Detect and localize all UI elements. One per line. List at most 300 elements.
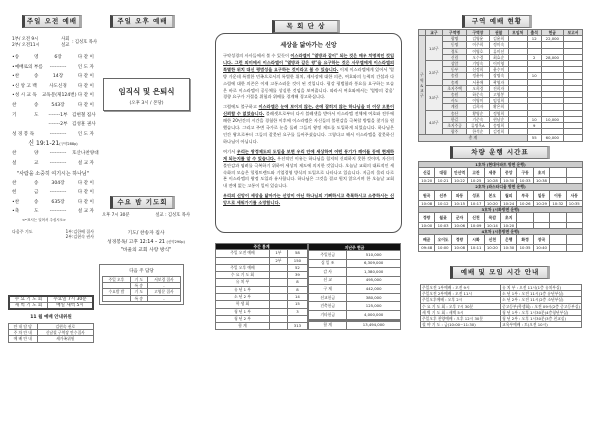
worship-item-label2: 금 bbox=[34, 190, 39, 196]
bus-stop: 일동 bbox=[533, 190, 549, 200]
usher-row-cell: 신남철 구역장 안수집사 bbox=[37, 330, 93, 336]
stats-cell bbox=[269, 272, 287, 279]
worship-item-detail: 교독문(제124번) bbox=[41, 93, 77, 99]
district-cell: 정윤아 bbox=[467, 73, 490, 79]
worship-item-label: •찬 bbox=[12, 199, 20, 205]
worship-item bbox=[12, 91, 94, 101]
worship-item-label2: 송 bbox=[34, 199, 39, 205]
stats-row bbox=[309, 285, 401, 294]
preacher: : 김성호 목사 bbox=[72, 40, 97, 45]
worship-item bbox=[12, 111, 94, 121]
wednesday-header: 수요 밤 기도회 bbox=[110, 196, 175, 209]
stats-row bbox=[309, 302, 401, 311]
district-cell: 정미숙 bbox=[489, 42, 508, 48]
event-title: 임직식 및 은퇴식 bbox=[118, 87, 175, 96]
district-cell: 한석순 bbox=[467, 129, 490, 135]
worship-item-leader: 인 도 자 bbox=[77, 131, 94, 137]
district-cell: 이영호 bbox=[467, 48, 490, 54]
worship-item-label: •예배로의 부름 bbox=[12, 64, 43, 70]
stats-cell: 4,000,000 bbox=[347, 310, 401, 319]
paragraph-bold: 이스라엘은 눈에 보이지 않는, 손에 잡히지 않는 하나님을 더 이상 오롯이 신뢰할 수 없었습니다. bbox=[223, 104, 395, 117]
times-row-cell: 수 요 기 도 회 : 오후 7시 30분 bbox=[421, 303, 501, 309]
times-row bbox=[421, 322, 582, 328]
stats-cell: 13,494,000 bbox=[347, 321, 401, 330]
wednesday-preacher: : 김성호 목사 bbox=[165, 213, 190, 218]
bus-stop: 안산역 bbox=[451, 168, 467, 178]
bus-stop bbox=[566, 168, 582, 178]
note: <•표시는 일어서 주십시오> bbox=[22, 217, 66, 222]
stats-cell: 소 년 2 부 bbox=[216, 293, 270, 300]
event-subtitle: (오후 3시 / 본당) bbox=[129, 101, 164, 106]
bus-stop: 배곧 bbox=[419, 235, 435, 245]
usher-row bbox=[9, 336, 94, 342]
district-cell: 오수경 bbox=[467, 54, 490, 60]
stats-cell: 14 bbox=[287, 293, 307, 300]
schedule-row-cell: 수 요 기 도 회 bbox=[9, 296, 47, 303]
next-week-row-cell: - bbox=[147, 295, 180, 301]
stats-row bbox=[309, 321, 401, 330]
bus-time: 10:20 bbox=[501, 223, 517, 229]
bus-stop bbox=[566, 235, 582, 245]
next-week-row bbox=[103, 295, 181, 301]
stats-title: 지난주 헌금 bbox=[309, 244, 401, 251]
stats-cell: 8 bbox=[287, 286, 307, 293]
column-paragraph bbox=[223, 149, 394, 190]
wednesday-details bbox=[100, 230, 192, 255]
worship-item-detail: 635장 bbox=[51, 199, 65, 205]
worship-item bbox=[12, 130, 94, 140]
worship-item-leader: 설 교 자 bbox=[77, 209, 94, 215]
bus-time: 10:26 bbox=[517, 200, 533, 206]
bus-stop bbox=[533, 213, 549, 223]
next-week-row-cell: - bbox=[147, 283, 180, 289]
district-cell: 곽영자 bbox=[489, 79, 508, 85]
district-cell: 한길 bbox=[443, 116, 467, 122]
bus-time: 10:30 bbox=[501, 178, 517, 184]
stats-cell: 선교헌금 bbox=[309, 293, 347, 302]
worship-item-detail: 543장 bbox=[51, 102, 65, 108]
bus-table bbox=[418, 161, 583, 252]
worship-item-detail: 6장 bbox=[54, 55, 62, 60]
district-table bbox=[418, 29, 583, 142]
event-box bbox=[103, 78, 190, 111]
bus-times-row bbox=[419, 245, 583, 251]
paragraph-plain: 그럼에도 불구하고 bbox=[223, 104, 259, 110]
schedule-row-cell: 수요일 7시 30분 bbox=[47, 296, 93, 303]
worship-item-label: •신 앙 고 백 bbox=[12, 83, 37, 89]
worship-item-leader: 인 도 자 bbox=[77, 64, 94, 70]
worship-item bbox=[12, 198, 94, 208]
worship-item-label2 bbox=[34, 130, 44, 140]
district-cell: 오희경 bbox=[467, 85, 490, 91]
worship-item bbox=[12, 101, 94, 111]
bus-stop bbox=[550, 213, 566, 223]
bus-time: 10:29 bbox=[533, 200, 549, 206]
stats-cell bbox=[287, 315, 307, 322]
stats-cell: 수 요 기 도 회 bbox=[216, 272, 270, 279]
stats-cell: 442,000 bbox=[347, 285, 401, 294]
bus-stop: 사동 bbox=[566, 190, 582, 200]
worship-item bbox=[12, 207, 94, 217]
column-paragraph bbox=[223, 193, 394, 207]
worship-item-label: 성 경 봉 독 bbox=[12, 131, 35, 137]
worship-item-detail: -------1부 bbox=[48, 112, 68, 118]
times-row-cell: 주일오후예배 : 오후 2시 bbox=[421, 297, 501, 303]
worship-item-label: •송 bbox=[12, 55, 20, 60]
time-2: 2부/ 오전11시 bbox=[12, 43, 40, 48]
district-cell: 황은희 bbox=[489, 104, 508, 110]
worship-item-leader: 김현철 집사 bbox=[72, 112, 96, 118]
stats-row bbox=[216, 279, 308, 286]
district-total-amt: 60,000 bbox=[541, 135, 563, 141]
stats-cell: 청 년 2 부 bbox=[216, 315, 270, 322]
worship-item-leader: 다 같 이 bbox=[77, 180, 94, 186]
wednesday-sermon: "바울의 교회 사랑 방식" bbox=[120, 248, 172, 253]
bus-time: 10:08 bbox=[419, 200, 435, 206]
district-cell: 류미선 bbox=[489, 48, 508, 54]
district-col-header: 출석 bbox=[527, 30, 541, 36]
bus-time: 10:06 bbox=[451, 223, 467, 229]
scripture bbox=[12, 139, 94, 149]
next-week-row-cell bbox=[103, 295, 131, 301]
bus-time: 10:09 bbox=[468, 223, 484, 229]
bus-stop: 초지 bbox=[533, 168, 549, 178]
bus-stop: 목감 bbox=[484, 213, 500, 223]
stats-row bbox=[216, 257, 308, 264]
worship-item-leader: 다 같 이 bbox=[77, 93, 94, 99]
district-total-row bbox=[419, 135, 583, 141]
stats-row bbox=[216, 250, 308, 257]
district-cell: 초지주택 bbox=[443, 85, 467, 91]
stats-cell: 1,380,000 bbox=[347, 268, 401, 277]
stats-cell: 380,000 bbox=[347, 293, 401, 302]
worship-item bbox=[12, 72, 94, 82]
stats-cell: 구 제 bbox=[309, 285, 347, 294]
bus-time: 10:35 bbox=[566, 200, 582, 206]
bus-stop: 시화 bbox=[468, 235, 484, 245]
times-row-cell: 철 야 기 도 : 금(10:00~11:30) bbox=[421, 322, 501, 328]
district-cell: 22,000 bbox=[541, 36, 563, 42]
paragraph-bold: 이스라엘이 "열방과 같이" 되는 것은 매우 치명적인 것입니다. 그런 의미에서 이스라엘이 "열방과 같은 왕"을 요구하는 것은 사무엘에게 이스라엘의 특별한 위치 대신 평범성을 요구하는 것이라고 볼 수 있습니다. bbox=[223, 53, 394, 72]
next-prayer bbox=[12, 229, 94, 239]
bus-time: 10:03 bbox=[435, 223, 451, 229]
stats-cell: 58 bbox=[287, 250, 307, 257]
stats-row bbox=[309, 276, 401, 285]
bus-stop: 고잔 bbox=[468, 168, 484, 178]
wednesday-prayer: 기도/ 찬송자 집사 bbox=[127, 231, 165, 236]
bus-stop: 신천 bbox=[468, 213, 484, 223]
stats-cell: 39 bbox=[287, 272, 307, 279]
district-cell: 류명옥A bbox=[467, 123, 490, 129]
morning-worship-header: 주일 오전 예배 bbox=[22, 15, 82, 28]
stats-cell: 건축헌금 bbox=[309, 302, 347, 311]
bus-stop: 월곶 bbox=[435, 213, 451, 223]
district-cell: 김희자 bbox=[467, 104, 490, 110]
district-cell: 신림 bbox=[443, 54, 467, 60]
paragraph-rest: 블레셋으로부터 다시 블레셋을 받아서 이스라엘 전체에 여호와 전투에 패한 20년간의 시간을 경험한 이후에 이스라엘은 자신들의 불편감을 극복할 방법을 찾기를 원했습니다. 그리고 주변 국가로 눈을 돌려 그들의 왕정 제도를 도입하게 되었습니다. 하나님은 인간 왕으로부터 그들의 잘못된 요구를 들어주셨습니다. 그렇다고 해서 이스라엘을 잘못하신 하나님이 아닙니다. bbox=[223, 111, 394, 144]
bus-time: 10:38 bbox=[533, 178, 549, 184]
stats-title: 주간 통계 bbox=[216, 244, 308, 250]
usher-row-cell: 새가족위원 bbox=[37, 336, 93, 342]
stats-cell bbox=[216, 257, 270, 264]
next-week-row-cell: 서보경 집사 bbox=[147, 277, 180, 283]
stats-cell bbox=[269, 308, 287, 315]
bus-time: 10:25 bbox=[468, 178, 484, 184]
district-parish: 4교구 bbox=[425, 110, 442, 135]
bus-stop: 장곡 bbox=[533, 235, 549, 245]
district-cell: 이영미 bbox=[467, 98, 490, 104]
district-parish: 2교구 bbox=[425, 61, 442, 86]
next-week-box bbox=[99, 264, 184, 305]
bus-time: 10:14 bbox=[484, 223, 500, 229]
times-table bbox=[420, 284, 582, 328]
stats-cell: 합 계 bbox=[309, 321, 347, 330]
bus-time: 10:08 bbox=[451, 245, 467, 251]
stats-cell: 주일 오전 예배 bbox=[216, 250, 270, 257]
district-cell: 송산 bbox=[443, 110, 467, 116]
bus-time: 10:12 bbox=[435, 200, 451, 206]
stats-cell bbox=[269, 279, 287, 286]
schedule-row bbox=[9, 303, 93, 310]
bus-stop bbox=[566, 213, 582, 223]
worship-item-label2: 영 bbox=[34, 55, 39, 60]
bus-stop: 본오 bbox=[484, 190, 500, 200]
worship-item-label: 설 bbox=[12, 160, 17, 166]
schedule-row bbox=[9, 296, 93, 303]
district-col-header: 구역명 bbox=[443, 30, 467, 36]
district-col-header: 권찰 bbox=[489, 30, 508, 36]
stats-tables bbox=[215, 243, 401, 330]
wednesday-scripture-page: (신약290p) bbox=[166, 240, 185, 244]
worship-item-detail: 14장 bbox=[52, 74, 64, 80]
bus-stop: 정왕 bbox=[451, 235, 467, 245]
stats-row bbox=[309, 268, 401, 277]
district-cell: 송원 bbox=[443, 92, 467, 98]
bus-time bbox=[550, 245, 566, 251]
worship-item bbox=[12, 149, 99, 159]
district-cell: 기명숙 bbox=[467, 61, 490, 67]
stats-cell: 선 교 bbox=[309, 276, 347, 285]
district-cell: 계림 bbox=[443, 104, 467, 110]
wednesday-info bbox=[102, 213, 190, 219]
district-cell: 광주 bbox=[443, 129, 467, 135]
stats-cell bbox=[269, 264, 287, 271]
worship-item-label2: 송 bbox=[34, 74, 39, 80]
bus-time: 10:00 bbox=[435, 245, 451, 251]
bus-stops-row bbox=[419, 168, 583, 178]
bus-stop bbox=[517, 213, 533, 223]
district-cell: 윤수미 bbox=[489, 67, 508, 73]
district-parish: 3교구 bbox=[425, 85, 442, 110]
paragraph-bold: 우리는 왕정제도의 도입을 보면 우리 안에 세상하여 어떤 동기가 깨어들 등에 현재하게 되는지를 알 수 있습니다. bbox=[223, 148, 394, 161]
district-cell: 사도 bbox=[443, 98, 467, 104]
worship-item-label2: 교 bbox=[34, 160, 39, 166]
worship-item-leader: 다 같 이 bbox=[77, 190, 94, 196]
district-cell: 이미영 bbox=[489, 61, 508, 67]
worship-item bbox=[12, 82, 94, 92]
afternoon-worship-header: 주일 오후 예배 bbox=[110, 15, 175, 28]
worship-item-label: 기 bbox=[12, 112, 17, 118]
stats-cell: 3 bbox=[287, 308, 307, 315]
worship-item-label2 bbox=[34, 91, 42, 101]
district-cell: 9 bbox=[527, 123, 541, 129]
district-cell: 황영순 bbox=[467, 110, 490, 116]
usher-row-cell: 안 내 담 당 bbox=[9, 324, 38, 330]
district-cell: 신정희 bbox=[467, 67, 490, 73]
district-cell: 초지주공 bbox=[443, 123, 467, 129]
bus-time: 10:20 bbox=[419, 178, 435, 184]
paragraph-rest: 우선적인 이유는 하나님을 철저히 신뢰하지 못한 것이며, 자신의 불안감과 염려를 극복하기 위하여 세상의 제도에 의지한 것입니다. 오늘날 교회의 대표적인 세속화의 모습은 힐링트렌드와 기업경영 방식의 도입으로 나타나고 있습니다. 지금의 물리 다로본 이스라엘의 왕정 도입과 유사합니다. 하나님은 그것을 결코 원치 않으시며 한 오늘날 교회 내 전에 없는 고통이 일어 있습니다. bbox=[223, 155, 394, 189]
stats-row bbox=[216, 264, 308, 271]
schedule-table bbox=[8, 295, 94, 310]
worship-item-label: •축 bbox=[12, 209, 20, 215]
worship-item-detail: 304장 bbox=[51, 180, 65, 186]
next-week-title: 다음 주 담당 bbox=[129, 269, 154, 274]
bus-route-name: 2호차 (와스타디움 방면 운행) bbox=[419, 184, 583, 190]
ushers-title: 11 월 예배 안내위원 bbox=[30, 315, 72, 320]
next-week-row-cell: 기 도 bbox=[130, 289, 147, 295]
morning-info bbox=[12, 37, 97, 49]
district-cell: 동부 bbox=[443, 67, 467, 73]
worship-item-detail: ---------- bbox=[49, 209, 67, 215]
worship-item-label2: 양 bbox=[34, 151, 39, 157]
bus-stop: 부곡 bbox=[517, 190, 533, 200]
worship-item-leader: 설 교 자 bbox=[77, 160, 94, 166]
worship-item-detail: ---------- bbox=[49, 131, 67, 137]
stats-cell: 감 사 bbox=[309, 268, 347, 277]
worship-item bbox=[12, 63, 94, 73]
scripture-page: (구약288p) bbox=[59, 142, 78, 147]
next-week-row-cell: 특 송 bbox=[130, 295, 147, 301]
district-col-header: 구역장 bbox=[467, 30, 490, 36]
stats-cell: 313 bbox=[287, 323, 307, 330]
district-side-label: 구역 & 교구 bbox=[419, 36, 426, 135]
worship-item-label: •찬 bbox=[12, 74, 20, 80]
wednesday-scripture: 성경봉독/ 고후 12:14 – 21 bbox=[107, 240, 165, 245]
stats-cell bbox=[269, 301, 287, 308]
worship-item-label bbox=[12, 120, 34, 130]
stats-cell: 청 년 1 부 bbox=[216, 308, 270, 315]
bus-stop: 중앙 bbox=[501, 168, 517, 178]
times-header: 예배 및 모임 시간 안내 bbox=[450, 266, 550, 279]
bus-time: 10:20 bbox=[484, 245, 500, 251]
bus-stop: 월피 bbox=[501, 190, 517, 200]
bus-time: 10:11 bbox=[468, 245, 484, 251]
worship-item-detail: ---------- bbox=[49, 190, 67, 196]
stats-row bbox=[216, 272, 308, 279]
district-total-blank bbox=[563, 135, 582, 141]
usher-row-cell: 김현숙 권로 bbox=[37, 324, 93, 330]
stats-row bbox=[216, 293, 308, 300]
district-col-header: 교구 bbox=[425, 30, 442, 36]
times-row-cell: 중고등부(학생회) : 오전 09시(2층 중고등부실) bbox=[502, 303, 580, 309]
bus-stop: 신천 bbox=[484, 235, 500, 245]
order-of-worship bbox=[12, 53, 99, 239]
stats-cell: 125,000 bbox=[347, 302, 401, 311]
stats-row bbox=[216, 308, 308, 315]
next-week-row-cell: 고영문 집사 bbox=[147, 289, 180, 295]
district-col-header: 보고서 bbox=[563, 30, 582, 36]
district-cell: 정영희 bbox=[489, 110, 508, 116]
district-cell: 김윤희 bbox=[489, 36, 508, 42]
district-cell: 10,000 bbox=[541, 116, 563, 122]
worship-item-label2 bbox=[34, 63, 44, 73]
times-row-cell: 주일오전 2부예배 : 오전 11시 bbox=[421, 291, 501, 297]
district-cell: 2 bbox=[527, 54, 541, 60]
district-cell: 10 bbox=[527, 73, 541, 79]
district-cell: 10 bbox=[527, 116, 541, 122]
bus-time: 10:35 bbox=[517, 245, 533, 251]
district-cell: 12 bbox=[527, 36, 541, 42]
stats-row bbox=[309, 251, 401, 260]
worship-item-leader: 다 같 이 bbox=[77, 102, 94, 108]
worship-item-leader: 다 같 이 bbox=[77, 55, 94, 60]
stats-cell: 52 bbox=[287, 264, 307, 271]
schedule-row-cell: 새 벽 기 도 회 bbox=[9, 303, 47, 310]
district-parish: 1교구 bbox=[425, 36, 442, 61]
worship-item-label: 찬 bbox=[12, 180, 17, 186]
bus-time: 10:22 bbox=[451, 178, 467, 184]
bus-time: 10:15 bbox=[451, 200, 467, 206]
next-prayer-2: 2부:김현숙 권사 bbox=[65, 233, 94, 239]
worship-item-label2 bbox=[34, 82, 44, 92]
stats-cell bbox=[269, 323, 287, 330]
stats-cell: 유 년 1 부 bbox=[216, 286, 270, 293]
bus-stop: 구동 bbox=[517, 168, 533, 178]
times-row-cell: 청 년 2부 : 오후 1시30분(3층 친교실) bbox=[501, 316, 582, 322]
bus-stop: 선부 bbox=[435, 190, 451, 200]
column-paragraph bbox=[223, 53, 394, 101]
times-row-cell: 교육부예배 : 토(오전 10시) bbox=[501, 322, 582, 328]
district-cell: 경포 bbox=[443, 48, 467, 54]
stats-cell: 주일 오후 예배 bbox=[216, 264, 270, 271]
wednesday-time: 오후 7시 30분 bbox=[102, 213, 130, 218]
worship-item bbox=[12, 188, 94, 198]
worship-item-label: 찬 bbox=[12, 102, 17, 108]
bus-time: 09:48 bbox=[419, 245, 435, 251]
district-cell: 진희자 bbox=[489, 85, 508, 91]
district-cell: 기준숙 bbox=[467, 116, 490, 122]
district-cell: 김영윤 bbox=[467, 36, 490, 42]
district-cell: 송림 bbox=[443, 73, 467, 79]
district-cell: 임성희 bbox=[489, 98, 508, 104]
district-total-label: 총 계 bbox=[419, 135, 528, 141]
bus-stop: 원곡 bbox=[419, 190, 435, 200]
district-cell: 이주희 bbox=[467, 42, 490, 48]
worship-item-label: 찬 bbox=[12, 151, 17, 157]
bus-stop: 신길 bbox=[419, 168, 435, 178]
bus-stops-row bbox=[419, 190, 583, 200]
bus-stop bbox=[550, 235, 566, 245]
stats-row bbox=[309, 293, 401, 302]
worship-item-detail: 사도신경 bbox=[49, 83, 67, 89]
district-cell: 현남순 bbox=[489, 116, 508, 122]
next-week-row bbox=[103, 277, 181, 283]
district-cell: 송계 bbox=[443, 79, 467, 85]
usher-row-cell: 주 차 안 내 bbox=[9, 330, 38, 336]
worship-item-detail: -------2부 bbox=[48, 122, 68, 128]
worship-item-label2 bbox=[34, 120, 44, 130]
stats-row bbox=[309, 259, 401, 268]
bus-time bbox=[566, 245, 582, 251]
stats-row bbox=[216, 323, 308, 330]
bus-time: 10:21 bbox=[435, 178, 451, 184]
bus-stop: 와동 bbox=[451, 190, 467, 200]
stats-cell: 510,000 bbox=[347, 251, 401, 260]
schedule-row-cell: 매일 새벽 5시 bbox=[47, 303, 93, 310]
column-header: 목 회 단 상 bbox=[272, 20, 340, 33]
stats-cell: 학 생 회 bbox=[216, 301, 270, 308]
